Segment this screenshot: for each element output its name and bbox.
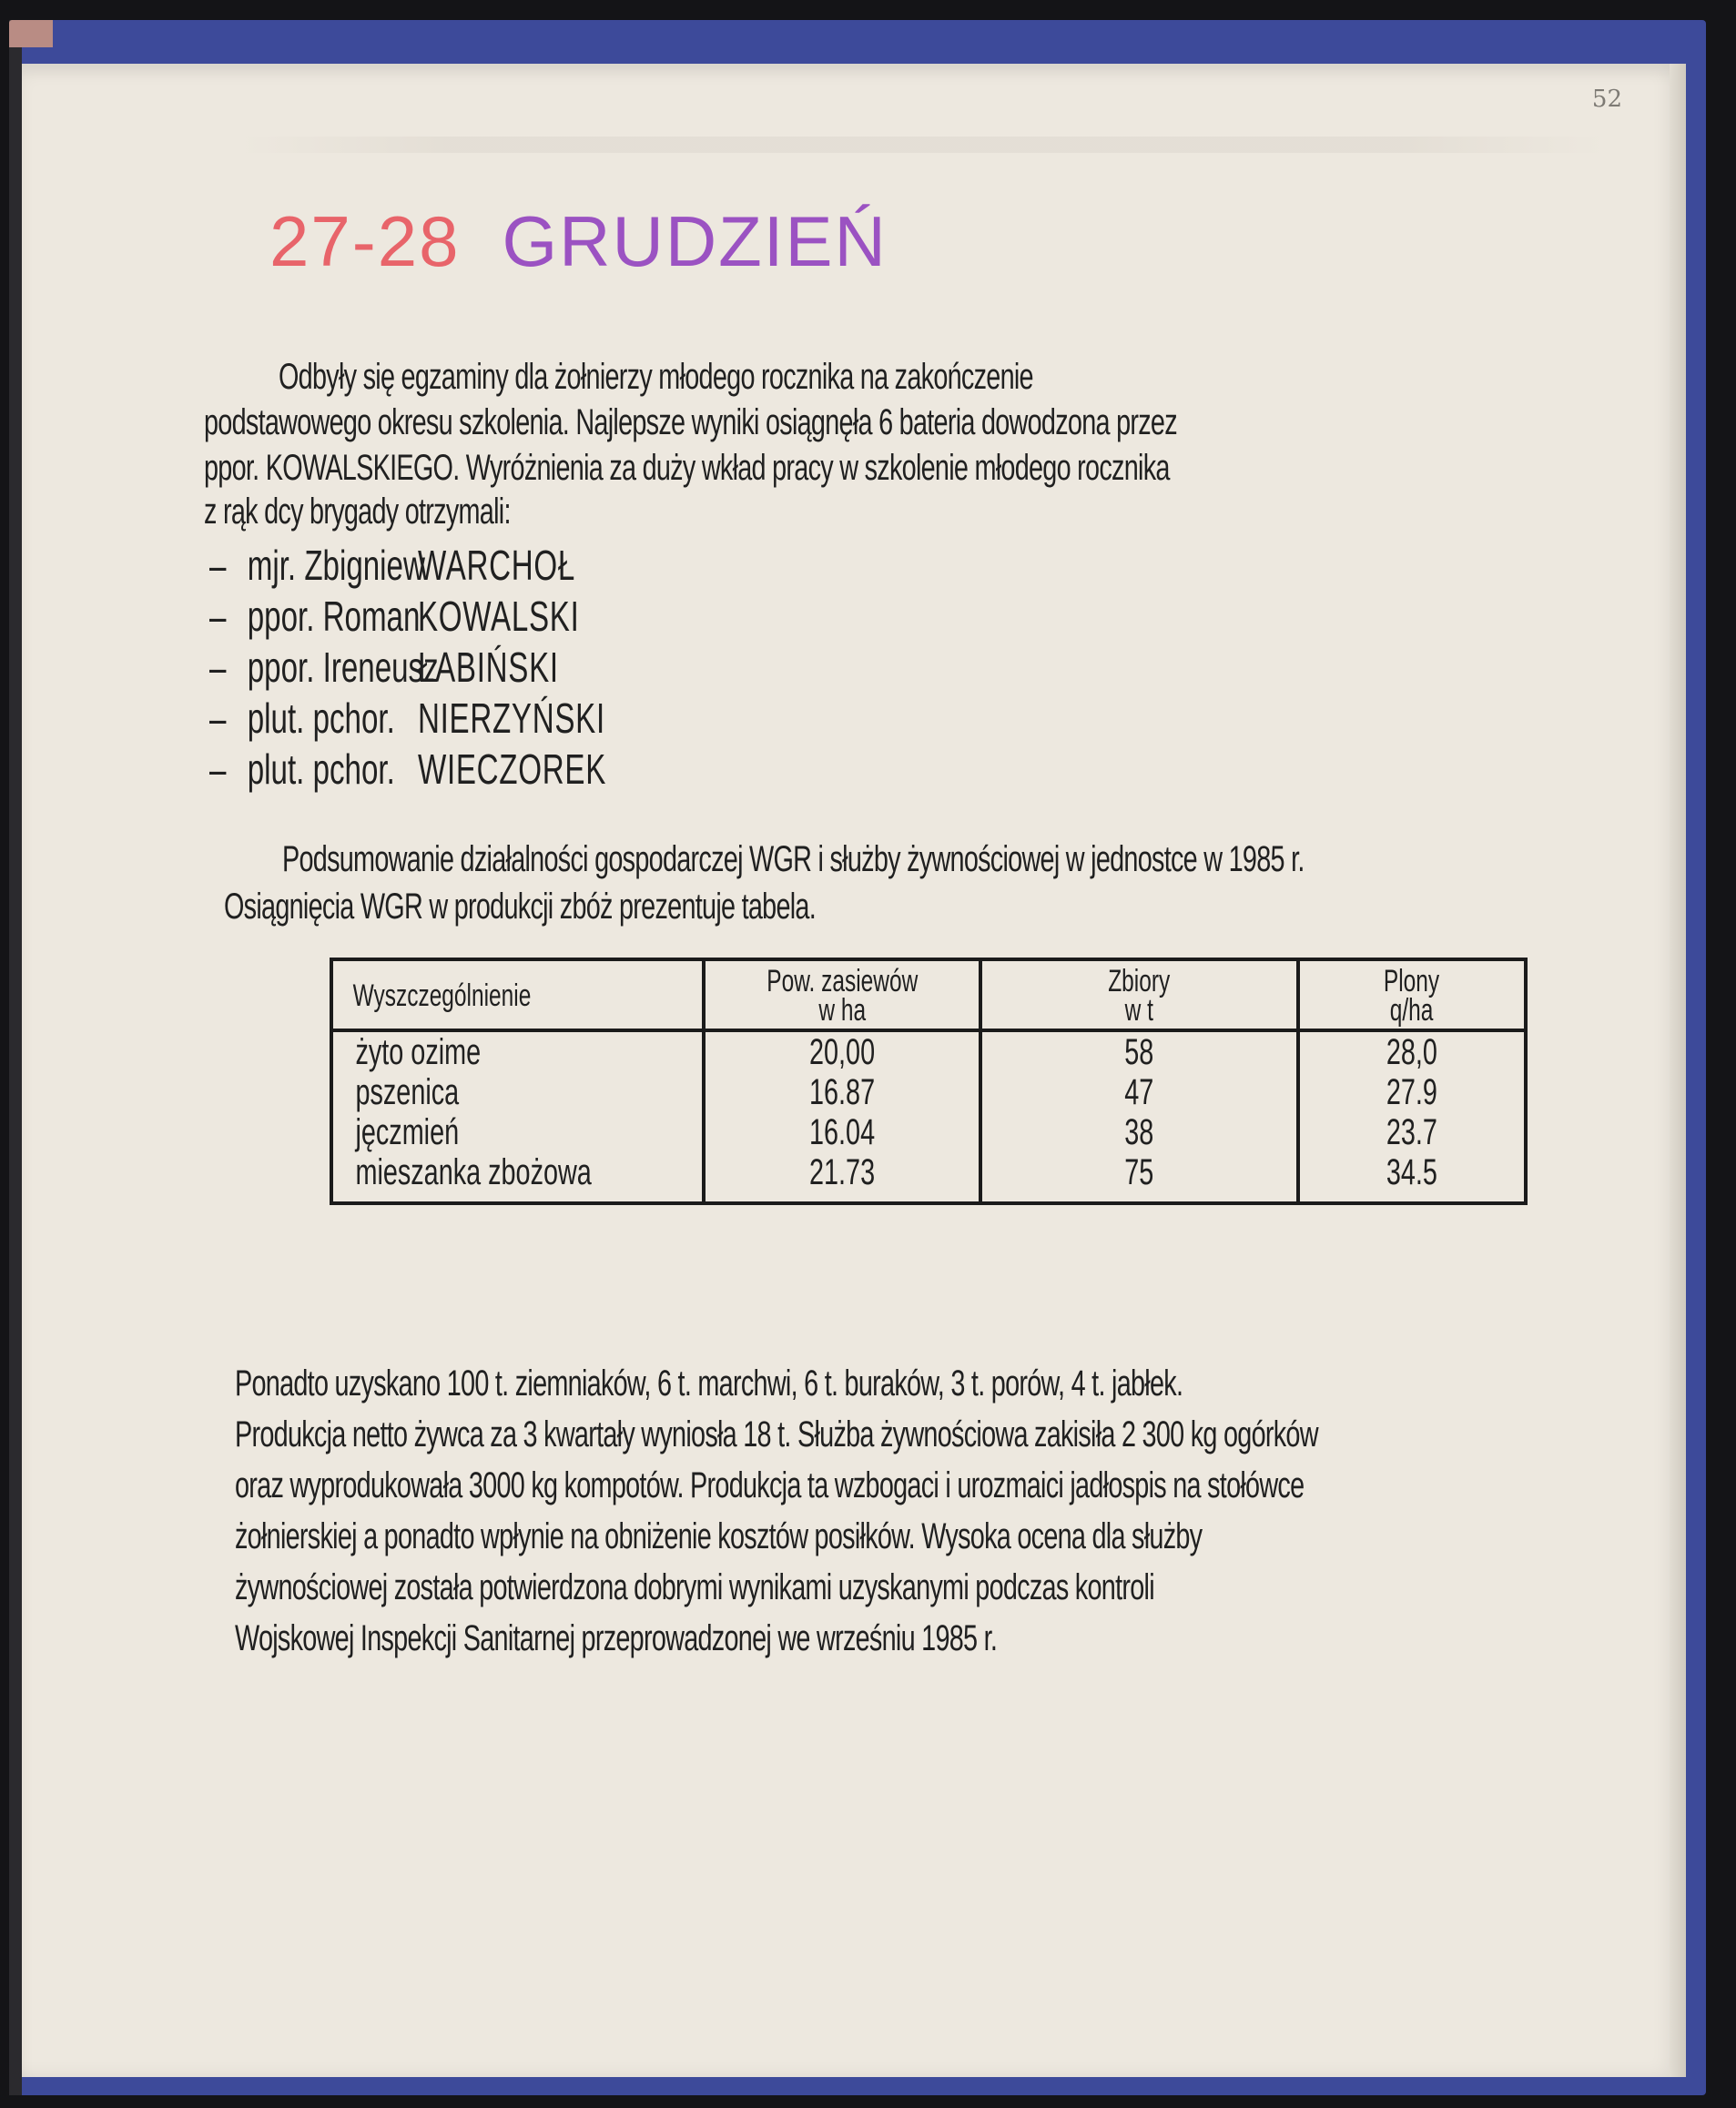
awardee-surname: NIERZYŃSKI (417, 694, 605, 742)
header-sown-area-unit: w ha (818, 993, 867, 1028)
list-dash: – (209, 745, 227, 793)
yield-value: 34.5 (1298, 1152, 1526, 1203)
list-dash: – (209, 694, 227, 742)
closing-line: Ponadto uzyskano 100 t. ziemniaków, 6 t. marchwi, 6 t. buraków, 3 t. porów, 4 t. jabłek. (235, 1363, 1183, 1404)
awardee-rank: plut. pchor. (247, 745, 395, 793)
title-month: GRUDZIEŃ (502, 201, 888, 281)
table-row (331, 1152, 1526, 1203)
intro-line: ppor. KOWALSKIEGO. Wyróżnienia za duży wkład pracy w szkolenie młodego rocznika (204, 448, 1170, 488)
harvest-value: 47 (980, 1072, 1298, 1112)
awardee-item (209, 541, 575, 590)
closing-line: Wojskowej Inspekcji Sanitarnej przeprowadzonej we wrześniu 1985 r. (235, 1618, 998, 1658)
list-dash: – (209, 644, 227, 691)
harvest-value: 58 (980, 1030, 1298, 1072)
intro-line: z rąk dcy brygady otrzymali: (204, 492, 511, 532)
crop-name: mieszanka zbożowa (331, 1152, 704, 1203)
table-row (331, 1072, 1526, 1112)
awardee-item (209, 745, 606, 794)
header-yield-line1: Plony (1384, 964, 1440, 998)
sown-area-value: 16.04 (704, 1112, 980, 1152)
awardee-rank: plut. pchor. (247, 694, 395, 742)
bleed-through-line (240, 137, 1606, 153)
table-row (331, 1112, 1526, 1152)
title-date: 27-28 (269, 201, 461, 281)
table-row (331, 1030, 1526, 1072)
sown-area-value: 16.87 (704, 1072, 980, 1112)
summary-line: Osiągnięcia WGR w produkcji zbóż prezentuje tabela. (224, 887, 817, 927)
header-yield (1298, 959, 1526, 1030)
header-harvest-line1: Zbiory (1108, 964, 1171, 998)
page-title (269, 200, 888, 283)
crop-name: pszenica (331, 1072, 704, 1112)
summary-line: Podsumowanie działalności gospodarczej WGR i służby żywnościowej w jednostce w 1985 r. (282, 839, 1305, 879)
awardee-rank: mjr. Zbigniew (247, 542, 425, 589)
yield-value: 28,0 (1298, 1030, 1526, 1072)
list-dash: – (209, 542, 227, 589)
awardee-item (209, 694, 605, 743)
intro-line: podstawowego okresu szkolenia. Najlepsze wyniki osiągnęła 6 bateria dowodzona przez (204, 402, 1177, 442)
sown-area-value: 21.73 (704, 1152, 980, 1203)
intro-line: Odbyły się egzaminy dla żołnierzy młodego rocznika na zakończenie (279, 357, 1033, 397)
harvest-value: 75 (980, 1152, 1298, 1203)
page-edge (1670, 64, 1686, 2077)
scan-frame (9, 20, 1706, 2095)
awardee-item (209, 592, 580, 641)
page-number: 52 (1591, 86, 1622, 113)
yield-value: 27.9 (1298, 1072, 1526, 1112)
closing-line: żołnierskiej a ponadto wpłynie na obniżenie kosztów posiłków. Wysoka ocena dla służby (235, 1516, 1203, 1556)
header-harvest (980, 959, 1298, 1030)
awardee-surname: WARCHOŁ (417, 542, 576, 589)
chronicle-page (22, 64, 1686, 2077)
table-header-row (331, 959, 1526, 1030)
closing-line: Produkcja netto żywca za 3 kwartały wyniosła 18 t. Służba żywnościowa zakisiła 2 300 kg ogórków (235, 1414, 1318, 1454)
awardee-rank: ppor. Ireneusz (247, 644, 439, 691)
header-sown-area (704, 959, 980, 1030)
sown-area-value: 20,00 (704, 1030, 980, 1072)
yield-value: 23.7 (1298, 1112, 1526, 1152)
awardee-item (209, 643, 559, 692)
awardee-surname: KOWALSKI (417, 593, 580, 640)
spine-corner (9, 20, 53, 47)
closing-line: żywnościowej została potwierdzona dobrymi wynikami uzyskanymi podczas kontroli (235, 1567, 1154, 1607)
header-specification: Wyszczególnienie (331, 959, 704, 1030)
awardee-surname: ŁABIŃSKI (417, 644, 559, 691)
grain-production-table (330, 958, 1528, 1205)
notebook-spine (9, 20, 22, 2095)
list-dash: – (209, 593, 227, 640)
awardee-surname: WIECZOREK (417, 745, 607, 793)
header-harvest-unit: w t (1125, 993, 1154, 1028)
header-sown-area-line1: Pow. zasiewów (766, 964, 919, 998)
awardee-rank: ppor. Roman (247, 593, 421, 640)
closing-line: oraz wyprodukowała 3000 kg kompotów. Produkcja ta wzbogaci i urozmaici jadłospis na stołówce (235, 1465, 1305, 1505)
header-yield-unit: q/ha (1390, 993, 1434, 1028)
harvest-value: 38 (980, 1112, 1298, 1152)
crop-name: żyto ozime (331, 1030, 704, 1072)
crop-name: jęczmień (331, 1112, 704, 1152)
